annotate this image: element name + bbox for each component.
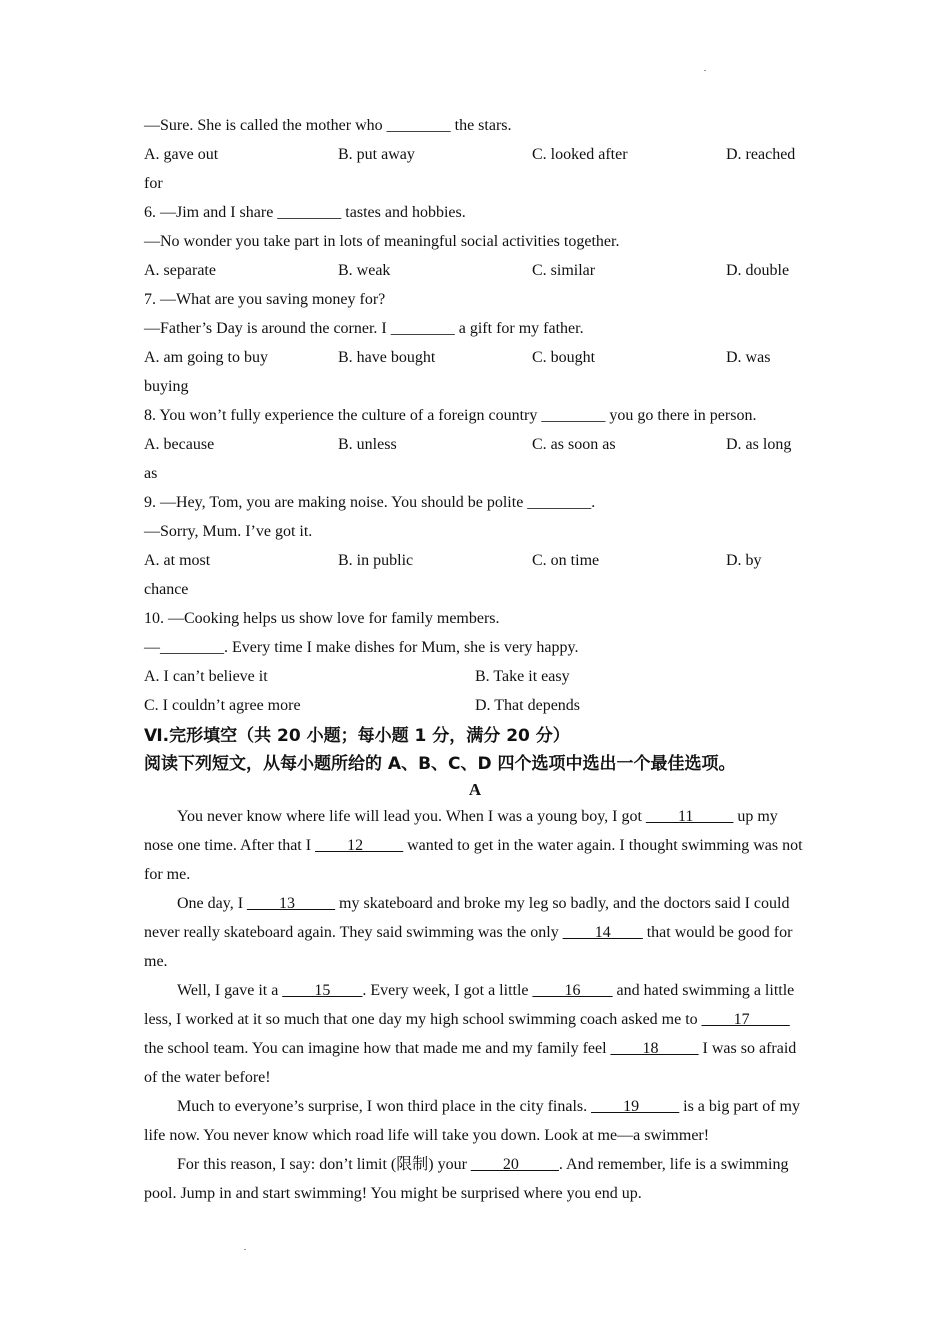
option-wrap: for	[144, 175, 163, 192]
passage-paragraph	[144, 1150, 806, 1208]
options-row	[144, 546, 806, 575]
option: C. I couldn’t agree more	[144, 697, 301, 714]
scan-dot	[704, 70, 706, 71]
blank-slot: ____19_____	[591, 1098, 680, 1115]
passage-paragraph	[144, 1092, 806, 1150]
passage-text: Much to everyone’s surprise, I won third place in the city finals.	[177, 1098, 592, 1115]
option: D. was	[726, 349, 771, 366]
option-wrap: buying	[144, 378, 189, 395]
option: C. looked after	[532, 146, 628, 163]
passage-paragraph	[144, 889, 806, 976]
option: C. on time	[532, 552, 600, 569]
option: C. bought	[532, 349, 596, 366]
option: A. I can’t believe it	[144, 668, 268, 685]
option: C. similar	[532, 262, 596, 279]
blank-slot: ____17_____	[701, 1011, 790, 1028]
options-row	[144, 662, 806, 691]
question-prompt: —Sure. She is called the mother who ________ the stars.	[144, 117, 512, 134]
option: B. Take it easy	[475, 668, 570, 685]
option: D. reached	[726, 146, 796, 163]
scan-dot	[244, 1249, 246, 1250]
question-prompt: 6. —Jim and I share ________ tastes and hobbies.	[144, 204, 466, 221]
option: A. at most	[144, 552, 211, 569]
option: D. as long	[726, 436, 792, 453]
passage-text: is a big part of my life now. You never know which road life will take you down. Look at me—a swimmer!	[144, 1098, 800, 1144]
blank-slot: ____20_____	[470, 1156, 559, 1173]
question-prompt: —No wonder you take part in lots of meaningful social activities together.	[144, 233, 620, 250]
option: C. as soon as	[532, 436, 616, 453]
blank-slot: ____15____	[282, 982, 363, 999]
part-label: A	[468, 780, 482, 799]
blank-slot: ____12_____	[315, 837, 404, 854]
options-row	[144, 691, 806, 720]
passage-text: wanted to get in the water again. I thought swimming was not for me.	[144, 837, 803, 883]
blank-slot: ____18_____	[610, 1040, 699, 1057]
passage-text: One day, I	[177, 895, 248, 912]
passage-paragraph	[144, 976, 806, 1092]
passage-text: up my nose one time. After that I	[144, 808, 778, 854]
question-prompt: 9. —Hey, Tom, you are making noise. You should be polite ________.	[144, 494, 596, 511]
blank-slot: ____16____	[532, 982, 613, 999]
passage-paragraph	[144, 802, 806, 889]
options-row	[144, 343, 806, 372]
passage-text: For this reason, I say: don’t limit (限制) your	[177, 1156, 471, 1173]
option: A. because	[144, 436, 215, 453]
option: D. by	[726, 552, 762, 569]
option: B. in public	[338, 552, 414, 569]
blank-slot: ____13_____	[247, 895, 336, 912]
option: B. have bought	[338, 349, 436, 366]
option: D. double	[726, 262, 790, 279]
option-wrap: chance	[144, 581, 189, 598]
question-prompt: —Sorry, Mum. I’ve got it.	[144, 523, 313, 540]
option: B. put away	[338, 146, 415, 163]
option: A. separate	[144, 262, 216, 279]
question-prompt: 7. —What are you saving money for?	[144, 291, 386, 308]
question-prompt: —________. Every time I make dishes for Mum, she is very happy.	[144, 639, 579, 656]
option: D. That depends	[475, 697, 581, 714]
options-row	[144, 430, 806, 459]
option: B. unless	[338, 436, 397, 453]
passage-text: that would be good for me.	[144, 924, 793, 970]
passage-text: . And remember, life is a swimming pool. Jump in and start swimming! You might be surprised where you end up.	[144, 1156, 789, 1202]
passage-text: Well, I gave it a	[177, 982, 283, 999]
passage-text: . Every week, I got a little	[362, 982, 533, 999]
options-row	[144, 256, 806, 285]
blank-slot: ____14____	[562, 924, 643, 941]
question-prompt: 10. —Cooking helps us show love for family members.	[144, 610, 500, 627]
passage-text: my skateboard and broke my leg so badly, and the doctors said I could never really skateboard again. They said swimming was the only	[144, 895, 790, 941]
options-row	[144, 140, 806, 169]
section-heading: Ⅵ.完形填空（共 20 小题；每小题 1 分，满分 20 分）	[144, 726, 570, 746]
section-instruction: 阅读下列短文，从每小题所给的 A、B、C、D 四个选项中选出一个最佳选项。	[144, 754, 736, 774]
passage-text: You never know where life will lead you. When I was a young boy, I got	[177, 808, 646, 825]
option: A. gave out	[144, 146, 219, 163]
passage-text: the school team. You can imagine how that made me and my family feel	[144, 1040, 611, 1057]
document-body	[144, 111, 806, 1208]
question-prompt: 8. You won’t fully experience the culture of a foreign country ________ you go there in person.	[144, 407, 757, 424]
passage-text: I was so afraid of the water before!	[144, 1040, 797, 1086]
option: A. am going to buy	[144, 349, 268, 366]
blank-slot: ____11_____	[645, 808, 734, 825]
option: B. weak	[338, 262, 391, 279]
option-wrap: as	[144, 465, 158, 482]
passage-text: and hated swimming a little less, I worked at it so much that one day my high school swimming coach asked me to	[144, 982, 795, 1028]
question-prompt: —Father’s Day is around the corner. I ________ a gift for my father.	[144, 320, 584, 337]
